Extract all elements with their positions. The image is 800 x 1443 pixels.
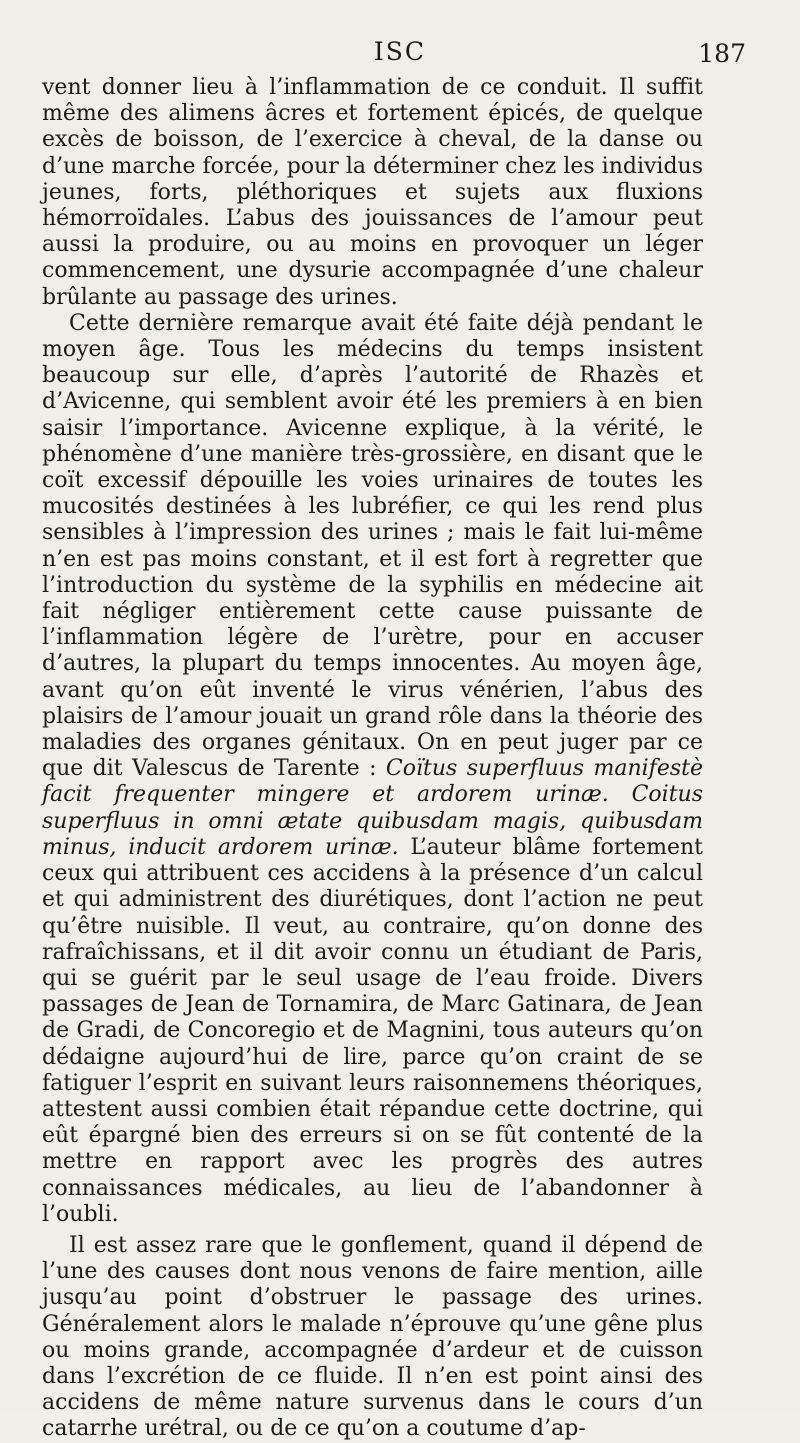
latin-quotation: Coïtus superfluus manifestè facit frequenter mingere et ardorem urinæ. Coitus superfluus in omni ætate quibusdam magis, quibusdam minus, inducit ardorem urinæ. bbox=[42, 756, 703, 860]
paragraph-text: Cette dernière remarque avait été faite déjà pendant le moyen âge. Tous les médecins du temps insistent beaucoup sur elle, d’après l’autorité de Rhazès et d’Avicenne, qui semblent avoir été les premiers à en bien saisir l’importance. Avicenne explique, à la vérité, le phénomène d’une manière très-grossière, en disant que le coït excessif dépouille les voies urinaires de toutes les mucosités destinées à les lubréfier, ce qui les rend plus sensibles à l’impression des urines ; mais le fait lui-même n’en est pas moins constant, et il est fort à regretter que l’introduction du système de la syphilis en médecine ait fait négliger entièrement cette cause puissante de l’inflammation légère de l’urètre, pour en accuser d’autres, la plupart du temps innocentes. Au moyen âge, avant qu’on eût inventé le virus vénérien, l’abus des plaisirs de l’amour jouait un grand rôle dans la théorie des maladies des organes génitaux. On en peut juger par ce que dit Valescus de Tarente : bbox=[42, 310, 703, 782]
paragraph-swelling: Il est assez rare que le gonflement, quand il dépend de l’une des causes dont nous venons de faire mention, aille jusqu’au point d’obstruer le passage des urines. Généralement alors le malade n’éprouve qu’une gêne plus ou moins grande, accompagnée d’ardeur et de cuisson dans l’excrétion de ce fluide. Il n’en est point ainsi des accidens de même nature survenus dans le cours d’un catarrhe urétral, ou de ce qu’on a coutume d’ap- bbox=[42, 1232, 703, 1442]
body-text bbox=[42, 75, 703, 1443]
page-header bbox=[0, 37, 800, 77]
paragraph-medieval-remarks bbox=[42, 311, 703, 1228]
running-head: ISC bbox=[373, 37, 427, 66]
paragraph-continuation: vent donner lieu à l’inflammation de ce conduit. Il suffit même des alimens âcres et fortement épicés, de quelque excès de boisson, de l’exercice à cheval, de la danse ou d’une marche forcée, pour la déterminer chez les individus jeunes, forts, pléthoriques et sujets aux fluxions hémorroïdales. L’abus des jouissances de l’amour peut aussi la produire, ou au moins en provoquer un léger commencement, une dysurie accompagnée d’une chaleur brûlante au passage des urines. bbox=[42, 75, 703, 310]
paragraph-text: L’auteur blâme fortement ceux qui attribuent ces accidens à la présence d’un calcul et qui administrent des diurétiques, dont l’action ne peut qu’être nuisible. Il veut, au contraire, qu’on donne des rafraîchissans, et il dit avoir connu un étudiant de Paris, qui se guérit par le seul usage de l’eau froide. Divers passages de Jean de Tornamira, de Marc Gatinara, de Jean de Gradi, de Concoregio et de Magnini, tous auteurs qu’on dédaigne aujourd’hui de lire, parce qu’on craint de se fatiguer l’esprit en suivant leurs raisonnemens théoriques, attestent aussi combien était répandue cette doctrine, qui eût épargné bien des erreurs si on se fût contenté de la mettre en rapport avec les progrès des autres connaissances médicales, au lieu de l’abandonner à l’oubli. bbox=[42, 834, 703, 1227]
page-number: 187 bbox=[698, 39, 746, 68]
